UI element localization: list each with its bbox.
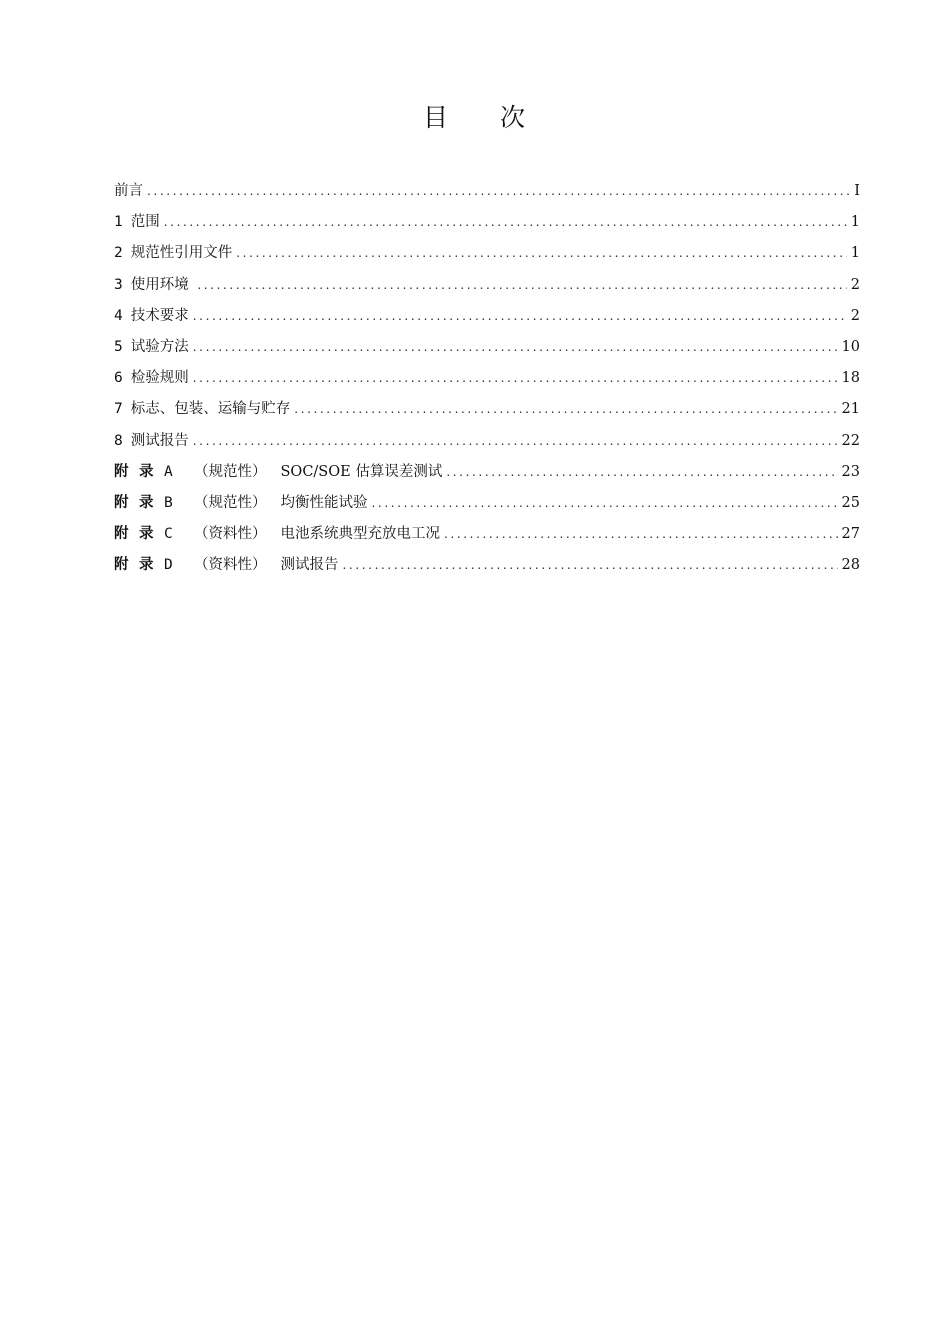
- appendix-prefix: 附: [114, 494, 129, 511]
- toc-leader-dots: [193, 301, 847, 332]
- toc-entry-number: 3: [114, 276, 123, 293]
- toc-entry-number: 5: [114, 338, 123, 355]
- appendix-kind: （资料性）: [194, 526, 267, 543]
- toc-entry-4[interactable]: [114, 301, 860, 332]
- toc-entry-label: 试验方法: [130, 338, 189, 355]
- toc-leader-dots: [343, 550, 838, 581]
- appendix-prefix: 录: [139, 494, 154, 511]
- toc-leader-dots: [294, 394, 837, 425]
- toc-entry-preface[interactable]: [114, 176, 860, 207]
- appendix-letter: A: [164, 463, 173, 480]
- appendix-prefix: 录: [139, 463, 154, 480]
- appendix-label: 电池系统典型充放电工况: [280, 526, 440, 543]
- toc-appendix-d[interactable]: [114, 550, 860, 581]
- toc-leader-dots: [236, 238, 847, 269]
- toc-page-number: 22: [841, 432, 860, 449]
- toc-appendix-c[interactable]: [114, 519, 860, 550]
- toc-entry-6[interactable]: [114, 363, 860, 394]
- appendix-prefix: 附: [114, 526, 129, 543]
- toc-page-number: 28: [841, 557, 860, 574]
- toc-page-number: I: [854, 183, 860, 199]
- appendix-kind: （资料性）: [194, 557, 267, 574]
- toc-page-number: 25: [841, 494, 860, 511]
- toc-entry-label: 使用环境: [130, 276, 189, 293]
- toc-leader-dots: [193, 332, 838, 363]
- title-char-left: 目: [422, 103, 450, 132]
- table-of-contents: [114, 176, 860, 581]
- toc-page-number: 27: [841, 526, 860, 543]
- toc-entry-2[interactable]: [114, 238, 860, 269]
- toc-entry-5[interactable]: [114, 332, 860, 363]
- toc-entry-number: 6: [114, 370, 123, 387]
- toc-leader-dots: [444, 519, 838, 550]
- toc-entry-label: 前言: [114, 183, 143, 199]
- appendix-letter: C: [164, 526, 173, 543]
- toc-page-number: 1: [850, 214, 860, 231]
- toc-page-number: 18: [841, 370, 860, 387]
- toc-entry-number: 8: [114, 432, 123, 449]
- toc-entry-label: 规范性引用文件: [130, 245, 233, 262]
- appendix-letter: B: [164, 494, 173, 511]
- toc-entry-8[interactable]: [114, 426, 860, 457]
- toc-entry-7[interactable]: [114, 394, 860, 425]
- toc-leader-dots: [147, 176, 850, 207]
- page-title: [0, 98, 950, 134]
- appendix-prefix: 附: [114, 463, 129, 480]
- toc-entry-label: 测试报告: [130, 432, 189, 449]
- toc-page-number: 10: [841, 338, 860, 355]
- toc-leader-dots: [372, 488, 838, 519]
- toc-appendix-a[interactable]: [114, 457, 860, 488]
- appendix-prefix: 录: [139, 526, 154, 543]
- toc-entry-label: 范围: [130, 214, 160, 231]
- toc-appendix-b[interactable]: [114, 488, 860, 519]
- appendix-label: SOC/SOE 估算误差测试: [280, 463, 443, 480]
- toc-entry-1[interactable]: [114, 207, 860, 238]
- toc-page-number: 2: [850, 307, 860, 324]
- toc-entry-number: 4: [114, 307, 123, 324]
- toc-leader-dots: [446, 457, 837, 488]
- appendix-label: 测试报告: [280, 557, 339, 574]
- appendix-kind: （规范性）: [194, 463, 267, 480]
- toc-entry-number: 1: [114, 214, 123, 231]
- appendix-letter: D: [164, 557, 173, 574]
- toc-page-number: 1: [850, 245, 860, 262]
- toc-page-number: 2: [850, 276, 860, 293]
- appendix-kind: （规范性）: [194, 494, 267, 511]
- toc-leader-dots: [193, 426, 838, 457]
- title-char-right: 次: [500, 103, 528, 132]
- toc-entry-label: 技术要求: [130, 307, 189, 324]
- toc-entry-label: 标志、包装、运输与贮存: [130, 401, 291, 418]
- toc-leader-dots: [193, 363, 838, 394]
- appendix-prefix: 录: [139, 557, 154, 574]
- toc-leader-dots: [197, 270, 846, 301]
- appendix-label: 均衡性能试验: [280, 494, 368, 511]
- toc-entry-3[interactable]: [114, 270, 860, 301]
- toc-entry-label: 检验规则: [130, 370, 189, 387]
- toc-page-number: 23: [841, 463, 860, 480]
- toc-leader-dots: [164, 207, 847, 238]
- appendix-prefix: 附: [114, 557, 129, 574]
- toc-entry-number: 7: [114, 401, 123, 418]
- toc-page-number: 21: [841, 401, 860, 418]
- toc-entry-number: 2: [114, 245, 123, 262]
